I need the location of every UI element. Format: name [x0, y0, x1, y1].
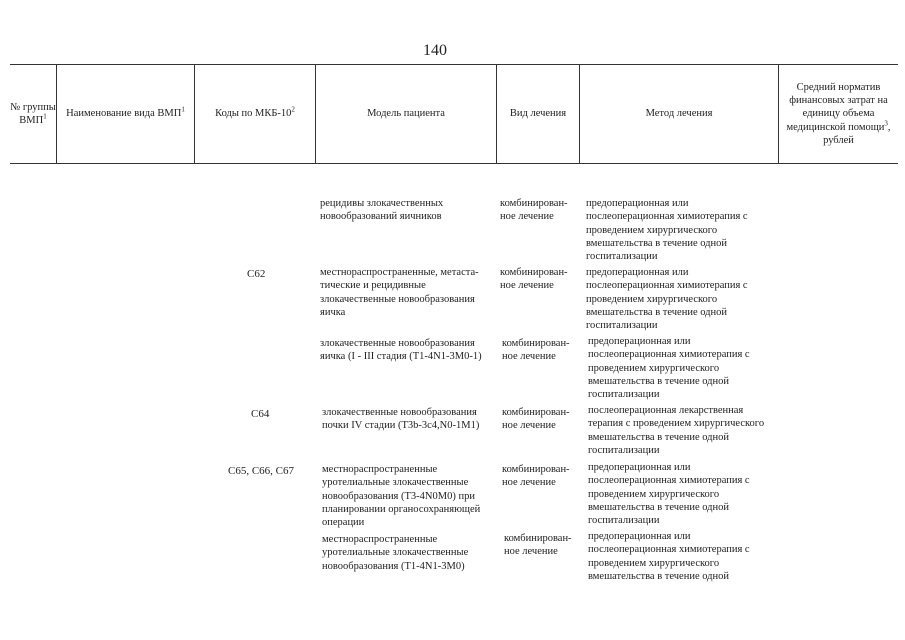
table-row-model: местнораспространенные, метаста- тические и рецидивные злокачественные новообразования яичка [320, 267, 479, 318]
header-cost-norm-label: Средний норматив финансовых затрат на единицу объема медицинской помощи [786, 82, 888, 133]
table-row-method: послеоперационная лекарственная терапия с проведением хирургического вмешательства в течение одной госпитализации [588, 405, 765, 456]
table-row-method: предоперационная или послеоперационная химиотерапия с проведением хирургического вмешательства в течение одной госпитализации [586, 198, 748, 263]
table-row-type: комбинирован- ное лечение [502, 464, 570, 489]
table-row-method: предоперационная или послеоперационная химиотерапия с проведением хирургического вмешательства в течение одной госпитализации [588, 336, 750, 401]
table-row-type: комбинирован- ное лечение [500, 267, 568, 292]
table-row-type: комбинирован- ное лечение [500, 198, 568, 223]
table-row-type: комбинирован- ное лечение [504, 533, 572, 558]
table-row-model: злокачественные новообразования яичка (I - III стадия (T1-4N1-3M0-1) [320, 338, 482, 363]
table-row-code: C65, C66, C67 [228, 465, 295, 477]
header-patient-model-label: Модель пациента [367, 108, 445, 120]
table-row-method: предоперационная или послеоперационная химиотерапия с проведением хирургического вмешательства в течение одной [588, 531, 750, 582]
header-cost-norm: Средний норматив финансовых затрат на единицу объема медицинской помощи$^3$, рублей [778, 64, 898, 163]
table-row-code: C64 [251, 408, 270, 420]
table-row-method: предоперационная или послеоперационная химиотерапия с проведением хирургического вмешательства в течение одной госпитализации [586, 267, 748, 332]
header-group-no: № группы ВМП$^1$ [10, 64, 56, 163]
header-treatment-type [496, 64, 579, 163]
table-row-model: злокачественные новообразования почки IV стадии (T3b-3c4,N0-1M1) [322, 407, 480, 432]
page-number: 140 [423, 42, 447, 59]
table-row-type: комбинирован- ное лечение [502, 407, 570, 432]
table-row-model: рецидивы злокачественных новообразований яичников [320, 198, 444, 223]
header-treatment-method [579, 64, 778, 163]
table-row-model: местнораспространенные уротелиальные злокачественные новообразования (T3-4N0M0) при планировании органосохраняющей операции [322, 464, 481, 529]
header-mkb-codes-label: Коды по МКБ-10 [215, 108, 292, 120]
header-bottom-rule [10, 163, 898, 164]
table-row-model: местнораспространенные уротелиальные злокачественные новообразования (T1-4N1-3M0) [322, 534, 469, 572]
header-group-no-label: № группы ВМП [10, 101, 56, 126]
table-row-code: C62 [247, 268, 266, 280]
header-patient-model [315, 64, 496, 163]
header-treatment-type-label: Вид лечения [509, 108, 567, 120]
header-vmp-name-label: Наименование вида ВМП [66, 108, 182, 120]
header-vmp-name: Наименование вида ВМП$^1$ [56, 64, 194, 163]
header-mkb-codes: Коды по МКБ-$10^2$ [194, 64, 315, 163]
table-row-type: комбинирован- ное лечение [502, 338, 570, 363]
table-row-method: предоперационная или послеоперационная химиотерапия с проведением хирургического вмешательства в течение одной госпитализации [588, 462, 750, 527]
header-treatment-method-label: Метод лечения [645, 108, 713, 120]
